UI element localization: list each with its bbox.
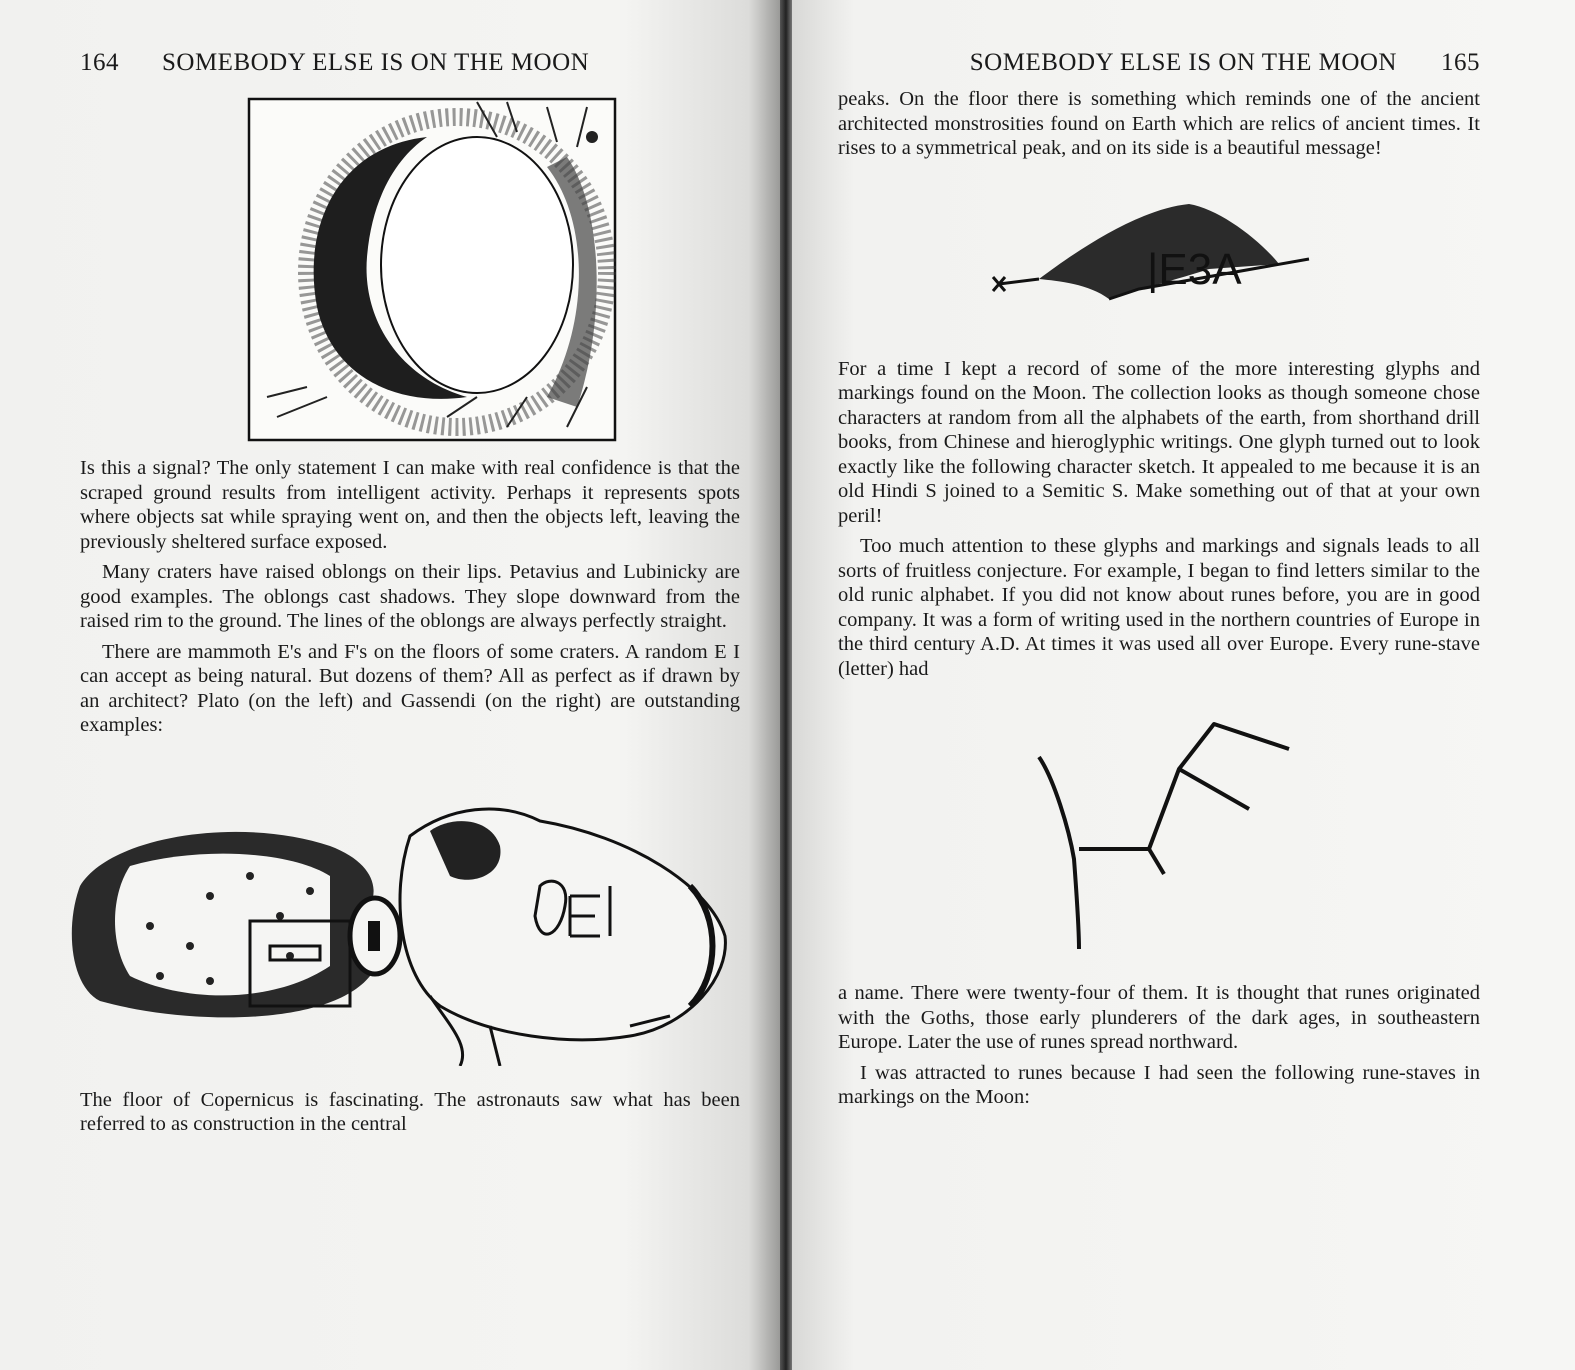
rune-character-sketch	[1009, 699, 1309, 959]
paragraph: Too much attention to these glyphs and markings and signals leads to all sorts of fruitless conjecture. For example, I began to find letters similar to the old runic alphabet. If you did not know about runes before, you are in good company. It was a form of writing used in the northern countries of Europe in the third century A.D. At times it was used all over Europe. Every rune-stave (letter) had	[838, 535, 1480, 680]
running-head-left: SOMEBODY ELSE IS ON THE MOON	[162, 49, 590, 76]
page-number-right: 165	[1441, 49, 1480, 76]
paragraph: Many craters have raised oblongs on their lips. Petavius and Lubinicky are good examples. The oblongs cast shadows. They slope downward from the raised rim to the ground. The lines of the oblongs are always perfectly straight.	[80, 561, 740, 632]
glyph-message-sketch	[979, 189, 1339, 319]
glyph-message-text: |E3A	[1147, 244, 1242, 294]
left-page	[0, 0, 780, 1370]
paragraph: I was attracted to runes because I had seen the following rune-staves in markings on the Moon:	[838, 1061, 1480, 1108]
plato-gassendi-sketch	[70, 776, 730, 1066]
page-number-left: 164	[80, 49, 119, 76]
paragraph: a name. There were twenty-four of them. It is thought that runes originated with the Goths, those early plunderers of the dark ages, in southeastern Europe. Later the use of runes spread northward.	[838, 982, 1480, 1053]
crater-sketch	[247, 97, 617, 442]
paragraph: Is this a signal? The only statement I can make with real confidence is that the scraped ground results from intelligent activity. Perhaps it represents spots where objects sat while spraying went on, and then the objects left, leaving the previously sheltered surface exposed.	[80, 457, 740, 553]
paragraph: peaks. On the floor there is something which reminds one of the ancient architected monstrosities found on Earth which are relics of ancient times. It rises to a symmetrical peak, and on its side is a beautiful message!	[838, 88, 1480, 159]
paragraph: The floor of Copernicus is fascinating. The astronauts saw what has been referred to as construction in the central	[80, 1088, 740, 1135]
book-gutter	[780, 0, 792, 1370]
right-body-bottom	[838, 981, 1480, 1110]
right-page-header	[838, 50, 1480, 75]
paragraph: There are mammoth E's and F's on the floors of some craters. A random E I can accept as being natural. But dozens of them? All as perfect as if drawn by an architect? Plato (on the left) and Gassendi (on the right) are outstanding examples:	[80, 640, 740, 736]
right-body-text	[838, 357, 1480, 682]
running-head-right: SOMEBODY ELSE IS ON THE MOON	[969, 49, 1397, 76]
left-body-text	[80, 456, 740, 738]
paragraph: For a time I kept a record of some of the more interesting glyphs and markings found on the Moon. The collection looks as though someone chose characters at random from all the alphabets of the earth, from shorthand drill books, from Chinese and hieroglyphic writings. One glyph turned out to look exactly like the following character sketch. It appealed to me because it is an old Hindi S joined to a Semitic S. Make something out of that at your own peril!	[838, 357, 1480, 527]
left-page-header	[80, 50, 740, 75]
right-page	[792, 0, 1575, 1370]
